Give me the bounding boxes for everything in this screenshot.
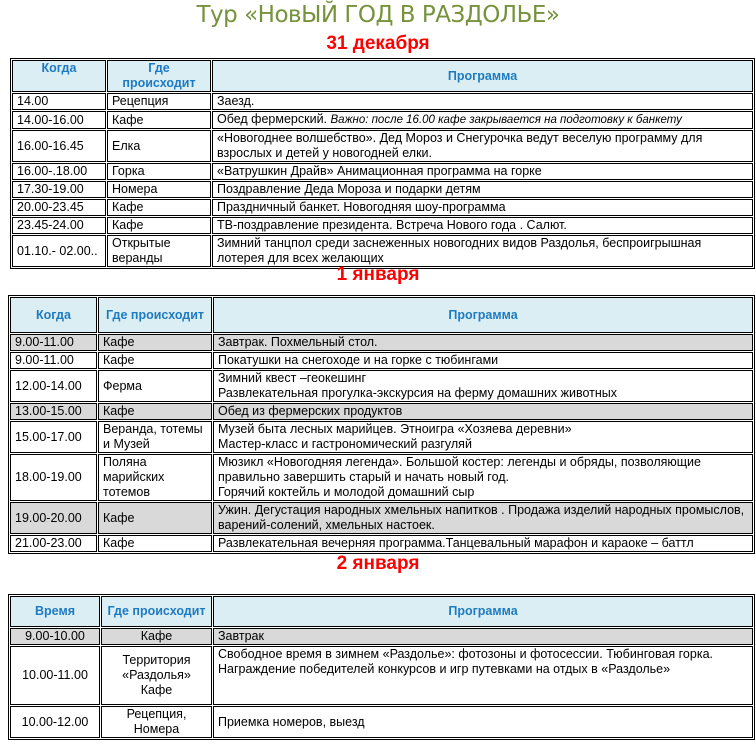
column-header-where: Где происходит (101, 596, 212, 627)
program-cell (212, 111, 753, 129)
program-cell (213, 421, 753, 453)
table-header-row (12, 60, 753, 92)
program-cell: Завтрак (213, 628, 753, 645)
column-header-where: Где происходит (98, 297, 212, 333)
place-cell: Кафе (101, 628, 212, 645)
program-cell (213, 370, 753, 402)
table-row (10, 370, 753, 402)
table-row (10, 628, 753, 645)
place-cell: Территория «Раздолья» Кафе (101, 646, 212, 705)
place-cell: Елка (107, 130, 211, 162)
table-row (10, 706, 753, 738)
program-cell: Свободное время в зимнем «Раздолье»: фотозоны и фотосессии. Тюбинговая горка. Награждение победителей конкурсов и игр путевками на отдых в «Раздолье» (213, 646, 753, 705)
table-row (12, 163, 753, 180)
day-heading-jan2: 2 января (336, 553, 420, 574)
time-cell: 23.45-24.00 (12, 217, 106, 234)
column-header-when: Когда (10, 297, 97, 333)
place-cell: Кафе (107, 111, 211, 129)
time-cell: 16.00-.18.00 (12, 163, 106, 180)
schedule-table-jan2 (8, 594, 755, 740)
program-cell: Развлекательная вечерняя программа.Танцевальный марафон и караоке – баттл (213, 535, 753, 552)
table-row (10, 403, 753, 420)
table-row (10, 646, 753, 705)
time-cell: 9.00-11.00 (10, 334, 97, 351)
program-cell: Приемка номеров, выезд (213, 706, 753, 738)
program-line: Горячий коктейль и молодой домашний сыр (218, 485, 475, 499)
column-header-program: Программа (213, 297, 753, 333)
program-cell: Заезд. (212, 93, 753, 110)
program-cell: ТВ-поздравление президента. Встреча Нового года . Салют. (212, 217, 753, 234)
place-cell: Кафе (98, 403, 212, 420)
time-cell: 14.00-16.00 (12, 111, 106, 129)
program-line: Мюзикл «Новогодняя легенда». Большой костер: легенды и обряды, позволяющие правильно завершить старый и начать новый год. (218, 455, 701, 484)
day-heading-dec31: 31 декабря (326, 33, 430, 54)
place-cell: Номера (107, 181, 211, 198)
table-row (10, 421, 753, 453)
place-cell: Кафе (98, 535, 212, 552)
time-cell: 15.00-17.00 (10, 421, 97, 453)
place-cell: Кафе (98, 352, 212, 369)
table-row (10, 535, 753, 552)
table-row (12, 235, 753, 267)
time-cell: 20.00-23.45 (12, 199, 106, 216)
program-cell: Завтрак. Похмельный стол. (213, 334, 753, 351)
table-header-row (10, 297, 753, 333)
program-line: Зимний квест –геокешинг (218, 371, 367, 385)
program-cell: «Новогоднее волшебство». Дед Мороз и Снегурочка ведут веселую программу для взрослых и детей у новогодней елки. (212, 130, 753, 162)
place-cell: Рецепция (107, 93, 211, 110)
place-cell: Веранда, тотемы и Музей (98, 421, 212, 453)
program-cell: Поздравление Деда Мороза и подарки детям (212, 181, 753, 198)
time-cell: 18.00-19.00 (10, 454, 97, 501)
table-row (10, 502, 753, 534)
place-cell: Рецепция, Номера (101, 706, 212, 738)
place-cell: Кафе (107, 199, 211, 216)
program-text: Обед фермерский. (217, 112, 331, 126)
table-row (12, 130, 753, 162)
time-cell: 10.00-12.00 (10, 706, 100, 738)
table-row (12, 111, 753, 129)
time-cell: 21.00-23.00 (10, 535, 97, 552)
time-cell: 17.30-19.00 (12, 181, 106, 198)
program-cell: Зимний танцпол среди заснеженных новогодних видов Раздолья, беспроигрышная лотерея для всех желающих (212, 235, 753, 267)
table-row (10, 352, 753, 369)
place-cell: Кафе (98, 502, 212, 534)
table-row (12, 199, 753, 216)
program-line: Развлекательная прогулка-экскурсия на ферму домашних животных (218, 386, 618, 400)
time-cell: 16.00-16.45 (12, 130, 106, 162)
table-header-row (10, 596, 753, 627)
table-row (10, 454, 753, 501)
page-title: Тур «НовЫЙ ГОД В РАЗДОЛЬЕ» (196, 2, 560, 28)
program-line: Мастер-класс и гастрономический разгуляй (218, 437, 472, 451)
table-row (10, 334, 753, 351)
program-note: Важно: после 16.00 кафе закрывается на подготовку к банкету (330, 114, 682, 126)
place-cell: Кафе (98, 334, 212, 351)
place-cell: Горка (107, 163, 211, 180)
program-cell: Ужин. Дегустация народных хмельных напитков . Продажа изделий народных промыслов, варений-солений, хмельных настоек. (213, 502, 753, 534)
program-cell: Праздничный банкет. Новогодняя шоу-программа (212, 199, 753, 216)
time-cell: 13.00-15.00 (10, 403, 97, 420)
column-header-program: Программа (213, 596, 753, 627)
time-cell: 10.00-11.00 (10, 646, 100, 705)
table-row (12, 217, 753, 234)
time-cell: 14.00 (12, 93, 106, 110)
table-row (12, 181, 753, 198)
time-cell: 9.00-11.00 (10, 352, 97, 369)
column-header-time: Время (10, 596, 100, 627)
table-row (12, 93, 753, 110)
column-header-program: Программа (212, 60, 753, 92)
schedule-table-dec31 (10, 58, 755, 269)
column-header-where: Где происходит (107, 60, 211, 92)
column-header-when: Когда (12, 60, 106, 92)
place-cell: Открытые веранды (107, 235, 211, 267)
program-cell: Обед из фермерских продуктов (213, 403, 753, 420)
schedule-table-jan1 (8, 295, 755, 554)
place-cell: Ферма (98, 370, 212, 402)
time-cell: 12.00-14.00 (10, 370, 97, 402)
program-line: Музей быта лесных марийцев. Этноигра «Хозяева деревни» (218, 422, 572, 436)
time-cell: 19.00-20.00 (10, 502, 97, 534)
day-heading-jan1: 1 января (336, 264, 420, 285)
time-cell: 9.00-10.00 (10, 628, 100, 645)
program-cell: Покатушки на снегоходе и на горке с тюбингами (213, 352, 753, 369)
time-cell: 01.10.- 02.00.. (12, 235, 106, 267)
place-cell: Кафе (107, 217, 211, 234)
program-cell (213, 454, 753, 501)
program-cell: «Ватрушкин Драйв» Анимационная программа на горке (212, 163, 753, 180)
place-cell: Поляна марийских тотемов (98, 454, 212, 501)
